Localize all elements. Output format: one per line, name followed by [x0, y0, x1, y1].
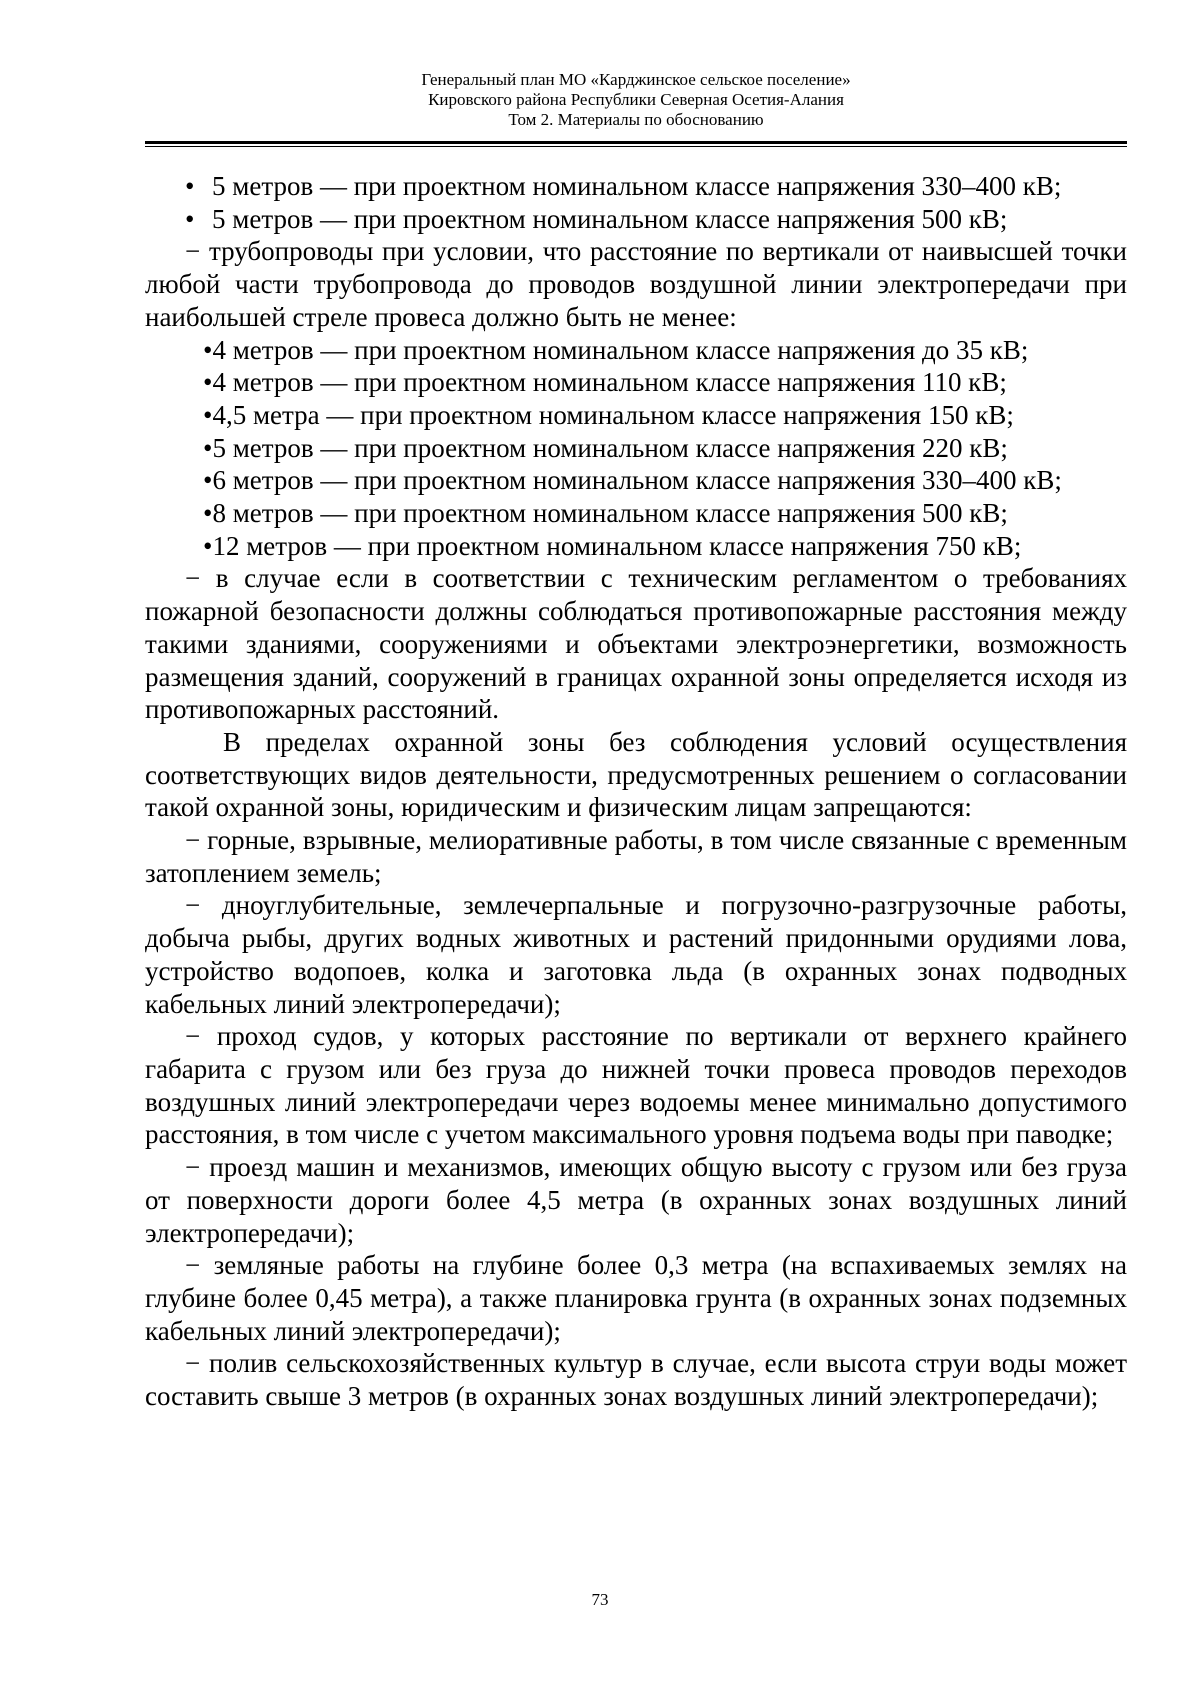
bullet-icon: •: [203, 367, 213, 398]
bullet-icon: •: [203, 465, 213, 496]
header-rule-thick: [145, 141, 1127, 144]
paragraph-prohibited-intro: В пределах охранной зоны без соблюдения условий осуществления соответствующих видов деятельности, предусмотренных решением о согласовании такой охранной зоны, юридическим и физическим лицам запрещаются:: [145, 726, 1127, 823]
list-item: [145, 334, 1127, 367]
list-item-text: 4,5 метра — при проектном номинальном классе напряжения 150 кВ;: [212, 399, 1014, 430]
bullet-icon: •: [203, 334, 213, 365]
prohibited-item: − проезд машин и механизмов, имеющих общую высоту с грузом или без груза от поверхности дороги более 4,5 метра (в охранных зонах воздушных линий электропередачи);: [145, 1152, 1127, 1248]
paragraph-fire-safety: − в случае если в соответствии с техническим регламентом о требованиях пожарной безопасности должны соблюдаться противопожарные расстояния между такими зданиями, сооружениями и объектами электроэнергетики, возможность размещения зданий, сооружений в границах охранной зоны определяется исходя из противопожарных расстояний.: [145, 563, 1127, 725]
list-item: [145, 530, 1127, 563]
bullet-icon: •: [203, 530, 213, 561]
list-item: [145, 432, 1127, 465]
list-item-text: 6 метров — при проектном номинальном классе напряжения 330–400 кВ;: [212, 465, 1062, 496]
list-item: [145, 170, 1127, 203]
bullet-icon: •: [185, 171, 195, 201]
list-item: [145, 399, 1127, 432]
list-item-text: 8 метров — при проектном номинальном классе напряжения 500 кВ;: [212, 498, 1008, 529]
list-item: [145, 464, 1127, 497]
list-item-text: 5 метров — при проектном номинальном классе напряжения 500 кВ;: [212, 203, 1008, 234]
page-body: [145, 170, 1127, 1413]
list-item-text: 4 метров — при проектном номинальном классе напряжения 110 кВ;: [212, 367, 1007, 398]
list-item-text: 5 метров — при проектном номинальном классе напряжения 220 кВ;: [212, 432, 1008, 463]
list-item: [145, 497, 1127, 530]
header-line-2: Кировского района Республики Северная Осетия-Алания: [428, 90, 844, 109]
header-line-3: Том 2. Материалы по обоснованию: [508, 110, 764, 129]
document-header: [145, 70, 1127, 130]
list-item: [145, 203, 1127, 236]
prohibited-item: − горные, взрывные, мелиоративные работы, в том числе связанные с временным затоплением земель;: [145, 825, 1127, 888]
prohibited-item: − проход судов, у которых расстояние по вертикали от верхнего крайнего габарита с грузом или без груза до нижней точки провеса проводов переходов воздушных линий электропередачи через водоемы менее минимально допустимого расстояния, в том числе с учетом максимального уровня подъема воды при паводке;: [145, 1021, 1127, 1150]
list-item-text: 4 метров — при проектном номинальном классе напряжения до 35 кВ;: [212, 334, 1029, 365]
header-line-1: Генеральный план МО «Карджинское сельское поселение»: [421, 70, 851, 89]
bullet-icon: •: [203, 432, 213, 463]
page-number: 73: [591, 1590, 609, 1609]
bullet-icon: •: [203, 498, 213, 529]
list-item: [145, 366, 1127, 399]
prohibited-item: − дноуглубительные, землечерпальные и погрузочно-разгрузочные работы, добыча рыбы, других водных животных и растений придонными орудиями лова, устройство водопоев, колка и заготовка льда (в охранных зонах подводных кабельных линий электропередачи);: [145, 890, 1127, 1019]
bullet-icon: •: [185, 203, 195, 234]
list-item-text: 5 метров — при проектном номинальном классе напряжения 330–400 кВ;: [212, 171, 1062, 201]
header-rule-thin: [145, 146, 1127, 147]
list-item-text: 12 метров — при проектном номинальном классе напряжения 750 кВ;: [212, 530, 1022, 561]
paragraph-pipelines: − трубопроводы при условии, что расстояние по вертикали от наивысшей точки любой части трубопровода до проводов воздушной линии электропередачи при наибольшей стреле провеса должно быть не менее:: [145, 236, 1127, 332]
bullet-icon: •: [203, 399, 213, 430]
prohibited-item: − полив сельскохозяйственных культур в случае, если высота струи воды может составить свыше 3 метров (в охранных зонах воздушных линий электропередачи);: [145, 1348, 1127, 1412]
prohibited-item: − земляные работы на глубине более 0,3 метра (на вспахиваемых землях на глубине более 0,45 метра), а также планировка грунта (в охранных зонах подземных кабельных линий электропередачи);: [145, 1250, 1127, 1346]
